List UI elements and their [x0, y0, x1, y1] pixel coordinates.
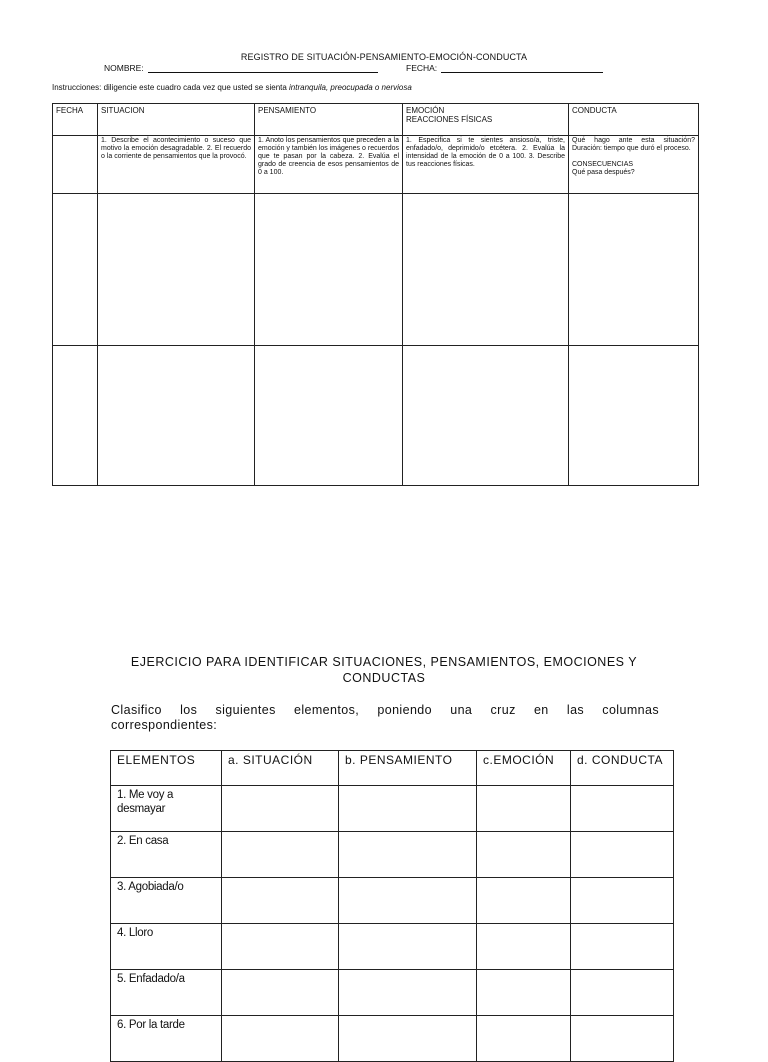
- mark-situacion-cell[interactable]: [222, 970, 339, 1016]
- registro-description-row: [53, 136, 699, 194]
- mark-pensamiento-cell[interactable]: [339, 1016, 477, 1062]
- mark-situacion-cell[interactable]: [222, 832, 339, 878]
- exercise-instructions: [111, 703, 659, 733]
- nombre-label: NOMBRE:: [104, 63, 144, 73]
- mark-pensamiento-cell[interactable]: [339, 832, 477, 878]
- col-pensamiento: PENSAMIENTO: [255, 104, 403, 136]
- desc-conducta: [569, 136, 699, 194]
- mark-emocion-cell[interactable]: [477, 924, 571, 970]
- entry-pensamiento-cell[interactable]: [255, 194, 403, 346]
- mark-conducta-cell[interactable]: [571, 786, 674, 832]
- entry-emocion-cell[interactable]: [403, 194, 569, 346]
- desc-situacion: 1. Describe el acontecimiento o suceso que motivo la emoción desagradable. 2. El recuerdo o la corriente de pensamientos que la provocó.: [98, 136, 255, 194]
- mark-situacion-cell[interactable]: [222, 924, 339, 970]
- document-title: REGISTRO DE SITUACIÓN-PENSAMIENTO-EMOCIÓN-CONDUCTA: [240, 52, 528, 62]
- element-label: 1. Me voy a desmayar: [111, 786, 222, 832]
- entry-conducta-cell[interactable]: [569, 346, 699, 486]
- exercise-instruction-line1: Clasifico los siguientes elementos, poniendo una cruz en las columnas: [111, 703, 659, 717]
- mark-conducta-cell[interactable]: [571, 878, 674, 924]
- element-row: [111, 832, 674, 878]
- entry-situacion-cell[interactable]: [98, 194, 255, 346]
- mark-conducta-cell[interactable]: [571, 832, 674, 878]
- element-label: 6. Por la tarde: [111, 1016, 222, 1062]
- entry-pensamiento-cell[interactable]: [255, 346, 403, 486]
- nombre-field[interactable]: [148, 63, 378, 73]
- entry-fecha-cell[interactable]: [53, 194, 98, 346]
- element-label: 3. Agobiada/o: [111, 878, 222, 924]
- mark-situacion-cell[interactable]: [222, 878, 339, 924]
- element-label: 2. En casa: [111, 832, 222, 878]
- element-row: [111, 924, 674, 970]
- mark-emocion-cell[interactable]: [477, 1016, 571, 1062]
- col-c-emocion: c.EMOCIÓN: [477, 751, 571, 786]
- mark-pensamiento-cell[interactable]: [339, 878, 477, 924]
- col-conducta: CONDUCTA: [569, 104, 699, 136]
- element-row: [111, 970, 674, 1016]
- col-fecha: FECHA: [53, 104, 98, 136]
- desc-conducta-q1: Qué hago ante esta situación? Duración: tiempo que duró el proceso.: [572, 137, 695, 152]
- col-b-pensamiento: b. PENSAMIENTO: [339, 751, 477, 786]
- mark-pensamiento-cell[interactable]: [339, 924, 477, 970]
- entry-fecha-cell[interactable]: [53, 346, 98, 486]
- mark-emocion-cell[interactable]: [477, 970, 571, 1016]
- exercise-instruction-line2: correspondientes:: [111, 718, 218, 732]
- elements-table: [110, 750, 674, 1062]
- mark-emocion-cell[interactable]: [477, 832, 571, 878]
- col-emocion: [403, 104, 569, 136]
- desc-fecha-cell: [53, 136, 98, 194]
- col-elementos: ELEMENTOS: [111, 751, 222, 786]
- element-label: 5. Enfadado/a: [111, 970, 222, 1016]
- col-d-conducta: d. CONDUCTA: [571, 751, 674, 786]
- fecha-label: FECHA:: [406, 63, 438, 73]
- mark-emocion-cell[interactable]: [477, 878, 571, 924]
- mark-pensamiento-cell[interactable]: [339, 970, 477, 1016]
- mark-conducta-cell[interactable]: [571, 924, 674, 970]
- desc-conducta-q2: Qué pasa después?: [572, 169, 635, 176]
- mark-pensamiento-cell[interactable]: [339, 786, 477, 832]
- desc-emocion: 1. Especifica si te sientes ansioso/a, triste, enfadado/o, deprimido/o etcétera. 2. Evalúa la intensidad de la emoción de 0 a 100. 3. Describe tus reacciones físicas.: [403, 136, 569, 194]
- col-emocion-label: EMOCIÓN: [406, 106, 445, 115]
- entry-situacion-cell[interactable]: [98, 346, 255, 486]
- element-row: [111, 786, 674, 832]
- fecha-field[interactable]: [441, 63, 603, 73]
- col-reacciones-label: REACCIONES FÍSICAS: [406, 115, 493, 124]
- registro-entry-row: [53, 194, 699, 346]
- instructions-text: Instrucciones: diligencie este cuadro cada vez que usted se sienta: [52, 83, 290, 92]
- registro-entry-row: [53, 346, 699, 486]
- mark-situacion-cell[interactable]: [222, 786, 339, 832]
- instructions: [52, 83, 412, 92]
- registro-header-row: [53, 104, 699, 136]
- mark-emocion-cell[interactable]: [477, 786, 571, 832]
- entry-emocion-cell[interactable]: [403, 346, 569, 486]
- exercise-title: EJERCICIO PARA IDENTIFICAR SITUACIONES, PENSAMIENTOS, EMOCIONES Y CONDUCTAS: [130, 655, 638, 685]
- registro-table: [52, 103, 699, 486]
- mark-conducta-cell[interactable]: [571, 970, 674, 1016]
- entry-conducta-cell[interactable]: [569, 194, 699, 346]
- element-row: [111, 878, 674, 924]
- desc-pensamiento: 1. Anoto los pensamientos que preceden a la emoción y también los imágenes o recuerdos que te pasan por la cabeza. 2. Evalúa el grado de creencia de esos pensamientos de 0 a 100.: [255, 136, 403, 194]
- instructions-emphasis: intranquila, preocupada o nerviosa: [289, 83, 412, 92]
- element-label: 4. Lloro: [111, 924, 222, 970]
- mark-situacion-cell[interactable]: [222, 1016, 339, 1062]
- col-a-situacion: a. SITUACIÓN: [222, 751, 339, 786]
- mark-conducta-cell[interactable]: [571, 1016, 674, 1062]
- col-situacion: SITUACION: [98, 104, 255, 136]
- elements-header-row: [111, 751, 674, 786]
- element-row: [111, 1016, 674, 1062]
- desc-conducta-consecuencias: CONSECUENCIAS: [572, 161, 634, 168]
